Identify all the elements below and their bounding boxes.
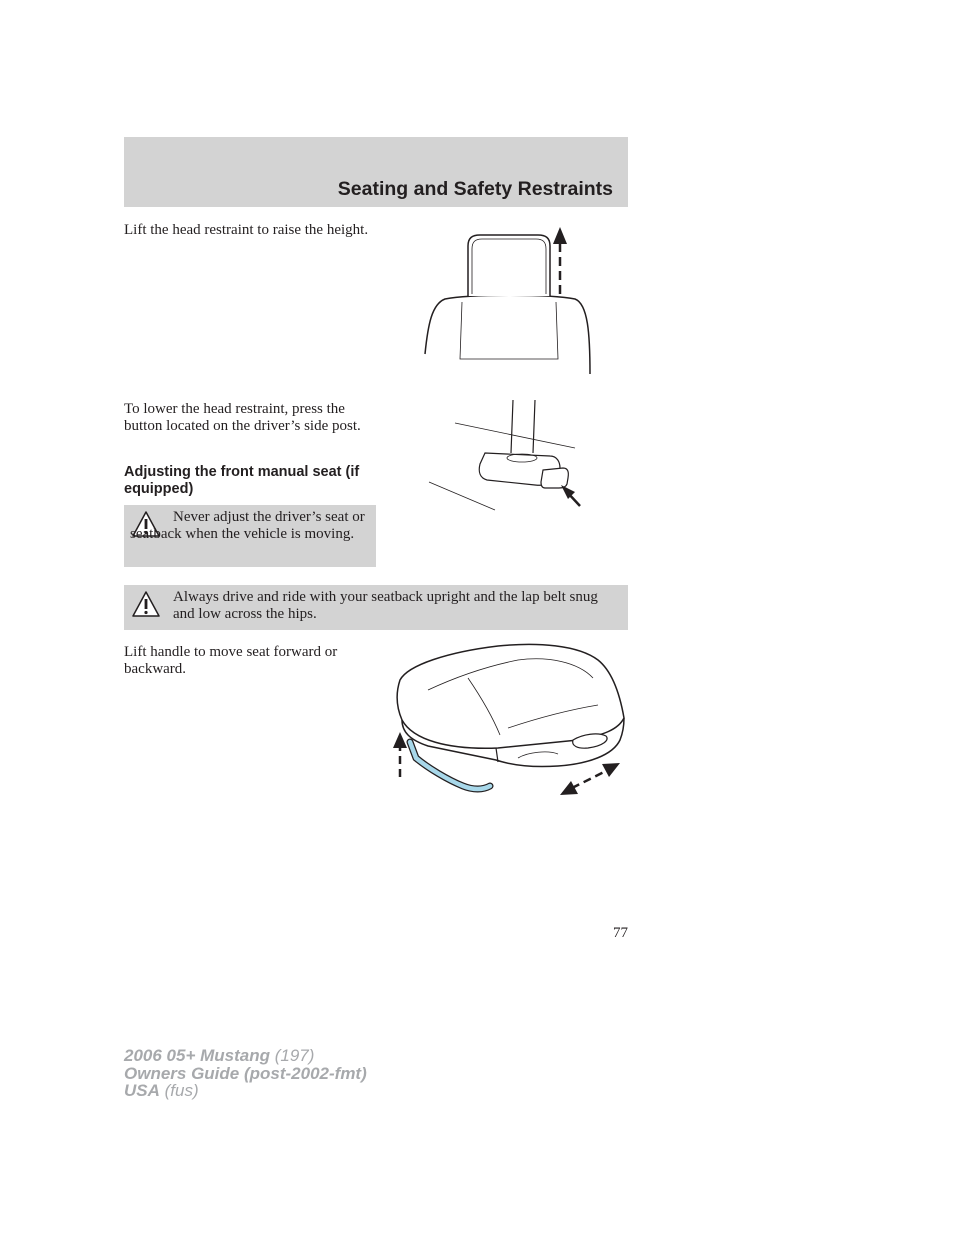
raise-instruction: Lift the head restraint to raise the height. <box>124 222 369 238</box>
section-header <box>124 137 628 207</box>
seat-handle-figure <box>388 640 628 800</box>
document-footer <box>124 1047 367 1100</box>
footer-line-model <box>124 1047 367 1065</box>
footer-model: 2006 05+ Mustang <box>124 1046 270 1065</box>
warning-triangle-icon <box>132 591 160 617</box>
footer-line-guide <box>124 1065 367 1083</box>
footer-model-code: (197) <box>270 1046 315 1065</box>
footer-line-region <box>124 1082 367 1100</box>
footer-region: USA <box>124 1081 160 1100</box>
warning-box-seatback-upright <box>124 585 628 630</box>
lower-instruction: To lower the head restraint, press the button located on the driver’s side post. <box>124 401 361 434</box>
section-title: Seating and Safety Restraints <box>337 178 613 200</box>
page-number: 77 <box>613 925 628 941</box>
warning-box-seat-adjust <box>124 505 376 567</box>
footer-guide: Owners Guide (post-2002-fmt) <box>124 1063 367 1083</box>
handle-instruction: Lift handle to move seat forward or backward. <box>124 644 338 677</box>
warning-text-seatback-upright: Always drive and ride with your seatback upright and the lap belt snug and low across the hips. <box>173 589 598 622</box>
warning-text-seat-adjust: Never adjust the driver’s seat or seatback when the vehicle is moving. <box>130 509 365 542</box>
head-restraint-button-figure <box>425 398 590 513</box>
adjust-seat-heading: Adjusting the front manual seat (if equipped) <box>124 464 360 497</box>
footer-region-code: (fus) <box>159 1081 199 1100</box>
head-restraint-raise-figure <box>420 224 600 379</box>
